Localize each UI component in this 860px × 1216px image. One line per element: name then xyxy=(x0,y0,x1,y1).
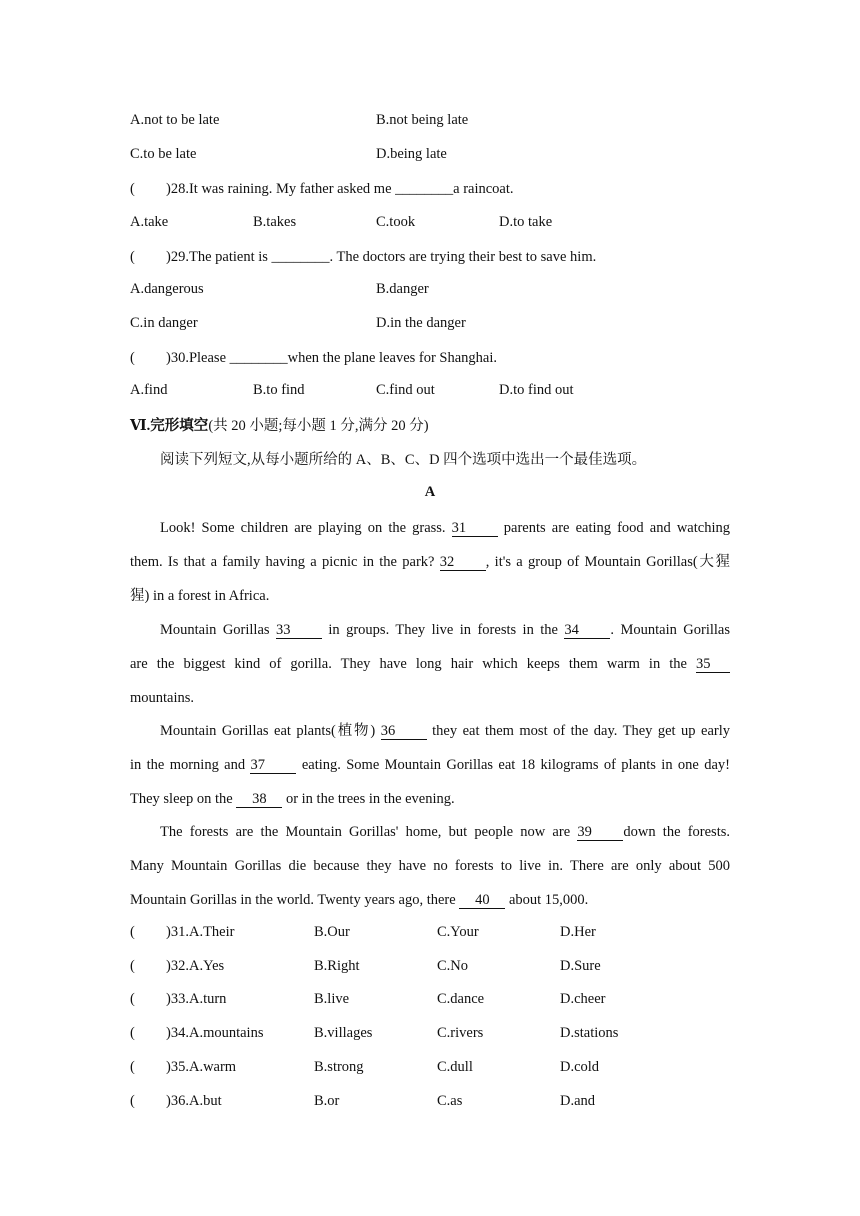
choice-36-c: C.as xyxy=(437,1093,463,1109)
choice-34-b: B.villages xyxy=(314,1025,373,1041)
passage-line: Many Mountain Gorillas die because they have no forests to live in. There are only about 500 xyxy=(130,858,730,874)
passage-line xyxy=(130,789,730,809)
q28-text: It was raining. My father asked me xyxy=(188,181,396,197)
passage-text: or in the trees in the evening. xyxy=(282,791,455,807)
passage-text: them. Is that a family having a picnic in the park? xyxy=(130,554,440,570)
q30-option-c: C.find out xyxy=(376,382,435,398)
passage-text: down the forests. xyxy=(623,824,731,840)
choice-31-d: D.Her xyxy=(560,924,596,940)
passage-text: in groups. They live in forests in the xyxy=(321,622,565,638)
passage-text: in the morning and xyxy=(130,757,251,773)
q29-text-after: . The doctors are trying their best to save him. xyxy=(329,249,597,265)
passage-line xyxy=(160,518,730,538)
answer-paren: ( xyxy=(130,181,135,197)
q28-stem xyxy=(130,179,730,199)
choice-35-b: B.strong xyxy=(314,1059,364,1075)
q28-text-after: a raincoat. xyxy=(453,181,514,197)
blank-31: 31 xyxy=(452,520,498,537)
q29-option-b: B.danger xyxy=(376,281,429,297)
choice-34-d: D.stations xyxy=(560,1025,619,1041)
blank-40: 40 xyxy=(459,892,505,909)
blank-37: 37 xyxy=(250,757,296,774)
passage-text: Look! Some children are playing on the grass. xyxy=(160,520,452,536)
passage-text: Mountain Gorillas in the world. Twenty years ago, there xyxy=(130,892,460,908)
choice-34-c: C.rivers xyxy=(437,1025,484,1041)
q30-text-after: when the plane leaves for Shanghai. xyxy=(287,350,498,366)
answer-paren: ( xyxy=(130,1025,135,1041)
blank-34: 34 xyxy=(564,622,610,639)
passage-line xyxy=(160,721,730,741)
q29-option-d: D.in the danger xyxy=(376,315,466,331)
blank-36: 36 xyxy=(381,723,427,740)
choice-36-b: B.or xyxy=(314,1093,340,1109)
passage-line xyxy=(130,654,730,674)
choice-33-d: D.cheer xyxy=(560,991,606,1007)
blank-39: 39 xyxy=(577,824,623,841)
passage-text: The forests are the Mountain Gorillas' home, but people now are xyxy=(160,824,578,840)
passage-text: They sleep on the xyxy=(130,791,237,807)
q28-option-c: C.took xyxy=(376,214,416,230)
choice-32-c: C.No xyxy=(437,958,469,974)
q27-option-a: A.not to be late xyxy=(130,112,220,128)
choice-33-c: C.dance xyxy=(437,991,485,1007)
answer-paren: ( xyxy=(130,958,135,974)
q30-stem xyxy=(130,348,730,368)
q30-option-a: A.find xyxy=(130,382,168,398)
choice-32-a: )32.A.Yes xyxy=(166,958,225,974)
question-number: )28. xyxy=(166,181,189,197)
q29-text: The patient is xyxy=(188,249,272,265)
choice-31-c: C.Your xyxy=(437,924,479,940)
q28-blank: ________ xyxy=(395,181,454,197)
q29-option-c: C.in danger xyxy=(130,315,198,331)
q30-option-b: B.to find xyxy=(253,382,305,398)
answer-paren: ( xyxy=(130,991,135,1007)
passage-text: Mountain Gorillas xyxy=(160,622,276,638)
blank-32: 32 xyxy=(440,554,486,571)
blank-38: 38 xyxy=(236,791,282,808)
q27-option-b: B.not being late xyxy=(376,112,469,128)
passage-text: about 15,000. xyxy=(505,892,589,908)
q28-option-a: A.take xyxy=(130,214,169,230)
choice-33-b: B.live xyxy=(314,991,350,1007)
q30-blank: ________ xyxy=(229,350,288,366)
answer-paren: ( xyxy=(130,350,135,366)
passage-text: parents are eating food and watching xyxy=(497,520,730,536)
passage-label: A xyxy=(424,484,436,500)
q27-option-c: C.to be late xyxy=(130,146,197,162)
passage-line: 猩) in a forest in Africa. xyxy=(130,588,270,604)
q30-text: Please xyxy=(188,350,230,366)
passage-line xyxy=(130,755,730,775)
choice-35-c: C.dull xyxy=(437,1059,473,1075)
section-heading xyxy=(130,416,730,436)
passage-text: , it's a group of Mountain Gorillas(大猩 xyxy=(485,554,730,570)
passage-line xyxy=(130,552,730,572)
section-title: Ⅵ.完形填空 xyxy=(130,418,209,434)
choice-35-d: D.cold xyxy=(560,1059,600,1075)
choice-31-a: )31.A.Their xyxy=(166,924,235,940)
blank-35: 35 xyxy=(696,656,730,673)
answer-paren: ( xyxy=(130,1059,135,1075)
passage-line xyxy=(160,822,730,842)
passage-text: they eat them most of the day. They get up early xyxy=(426,723,730,739)
passage-line xyxy=(130,890,730,910)
blank-33: 33 xyxy=(276,622,322,639)
answer-paren: ( xyxy=(130,924,135,940)
choice-31-b: B.Our xyxy=(314,924,350,940)
q28-option-b: B.takes xyxy=(253,214,297,230)
passage-text: Mountain Gorillas eat plants(植物) xyxy=(160,723,381,739)
answer-paren: ( xyxy=(130,249,135,265)
q29-option-a: A.dangerous xyxy=(130,281,204,297)
section-score: (共 20 小题;每小题 1 分,满分 20 分) xyxy=(208,418,429,434)
passage-line: mountains. xyxy=(130,690,195,706)
passage-line xyxy=(160,620,730,640)
choice-33-a: )33.A.turn xyxy=(166,991,227,1007)
question-number: )30. xyxy=(166,350,189,366)
choice-36-d: D.and xyxy=(560,1093,596,1109)
q29-blank: ________ xyxy=(271,249,330,265)
answer-paren: ( xyxy=(130,1093,135,1109)
passage-text: are the biggest kind of gorilla. They have long hair which keeps them warm in the xyxy=(130,656,696,672)
passage-text: eating. Some Mountain Gorillas eat 18 kilograms of plants in one day! xyxy=(296,757,730,773)
q28-option-d: D.to take xyxy=(499,214,553,230)
passage-text: . Mountain Gorillas xyxy=(610,622,731,638)
q29-stem xyxy=(130,247,730,267)
choice-35-a: )35.A.warm xyxy=(166,1059,237,1075)
q27-option-d: D.being late xyxy=(376,146,447,162)
choice-32-b: B.Right xyxy=(314,958,360,974)
q30-option-d: D.to find out xyxy=(499,382,574,398)
question-number: )29. xyxy=(166,249,189,265)
choice-34-a: )34.A.mountains xyxy=(166,1025,264,1041)
choice-36-a: )36.A.but xyxy=(166,1093,222,1109)
choice-32-d: D.Sure xyxy=(560,958,601,974)
section-instruction: 阅读下列短文,从每小题所给的 A、B、C、D 四个选项中选出一个最佳选项。 xyxy=(160,452,647,468)
